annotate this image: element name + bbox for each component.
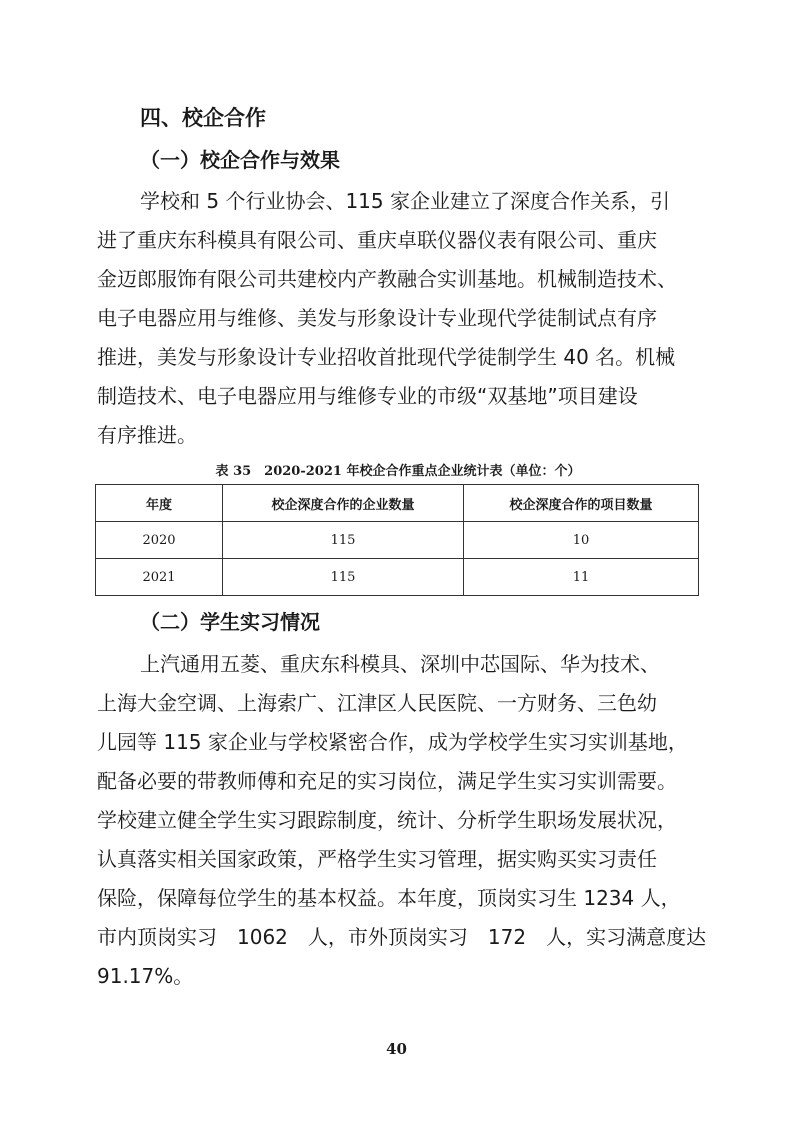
table-cell-year: 2020 [96, 522, 223, 559]
paragraph-line: 进了重庆东科模具有限公司、重庆卓联仪器仪表有限公司、重庆 [97, 228, 657, 252]
paragraph-line: 保险，保障每位学生的基本权益。本年度，顶岗实习生 1234 人， [97, 886, 681, 910]
section-heading-cooperation: （一）校企合作与效果 [140, 148, 340, 172]
column-header-year: 年度 [96, 485, 223, 522]
paragraph-line: 91.17%。 [97, 964, 194, 988]
paragraph-line: 上海大金空调、上海索广、江津区人民医院、一方财务、三色幼 [97, 691, 657, 715]
table-cell-project-count: 11 [464, 559, 699, 596]
section-heading-internship: （二）学生实习情况 [140, 610, 320, 634]
table-cell-enterprise-count: 115 [223, 559, 464, 596]
table-cell-enterprise-count: 115 [223, 522, 464, 559]
paragraph-line: 推进，美发与形象设计专业招收首批现代学徒制学生 40 名。机械 [97, 345, 676, 369]
table-row [96, 522, 699, 559]
paragraph-line: 电子电器应用与维修、美发与形象设计专业现代学徒制试点有序 [97, 306, 657, 330]
paragraph-line: 认真落实相关国家政策，严格学生实习管理，据实购买实习责任 [97, 847, 657, 871]
paragraph-line: 配备必要的带教师傅和充足的实习岗位，满足学生实习实训需要。 [97, 769, 677, 793]
paragraph-line: 儿园等 115 家企业与学校紧密合作，成为学校学生实习实训基地， [97, 730, 688, 754]
table-cell-project-count: 10 [464, 522, 699, 559]
paragraph-line: 有序推进。 [97, 423, 197, 447]
chapter-heading: 四、校企合作 [140, 106, 266, 130]
paragraph-line: 市内顶岗实习 1062 人，市外顶岗实习 172 人，实习满意度达 [97, 925, 707, 949]
cooperation-stats-table [95, 484, 699, 596]
paragraph-line: 金迈郎服饰有限公司共建校内产教融合实训基地。机械制造技术、 [97, 267, 677, 291]
table-header-row [96, 485, 699, 522]
paragraph-line: 学校和 5 个行业协会、115 家企业建立了深度合作关系，引 [140, 189, 670, 213]
paragraph-line: 制造技术、电子电器应用与维修专业的市级“双基地”项目建设 [97, 384, 638, 408]
column-header-project-count: 校企深度合作的项目数量 [464, 485, 699, 522]
table-cell-year: 2021 [96, 559, 223, 596]
paragraph-line: 上汽通用五菱、重庆东科模具、深圳中芯国际、华为技术、 [140, 652, 660, 676]
column-header-enterprise-count: 校企深度合作的企业数量 [223, 485, 464, 522]
paragraph-line: 学校建立健全学生实习跟踪制度，统计、分析学生职场发展状况， [97, 808, 677, 832]
table-caption: 表 35 2020-2021 年校企合作重点企业统计表（单位：个） [215, 464, 581, 479]
page-number: 40 [386, 1040, 407, 1058]
table-row [96, 559, 699, 596]
